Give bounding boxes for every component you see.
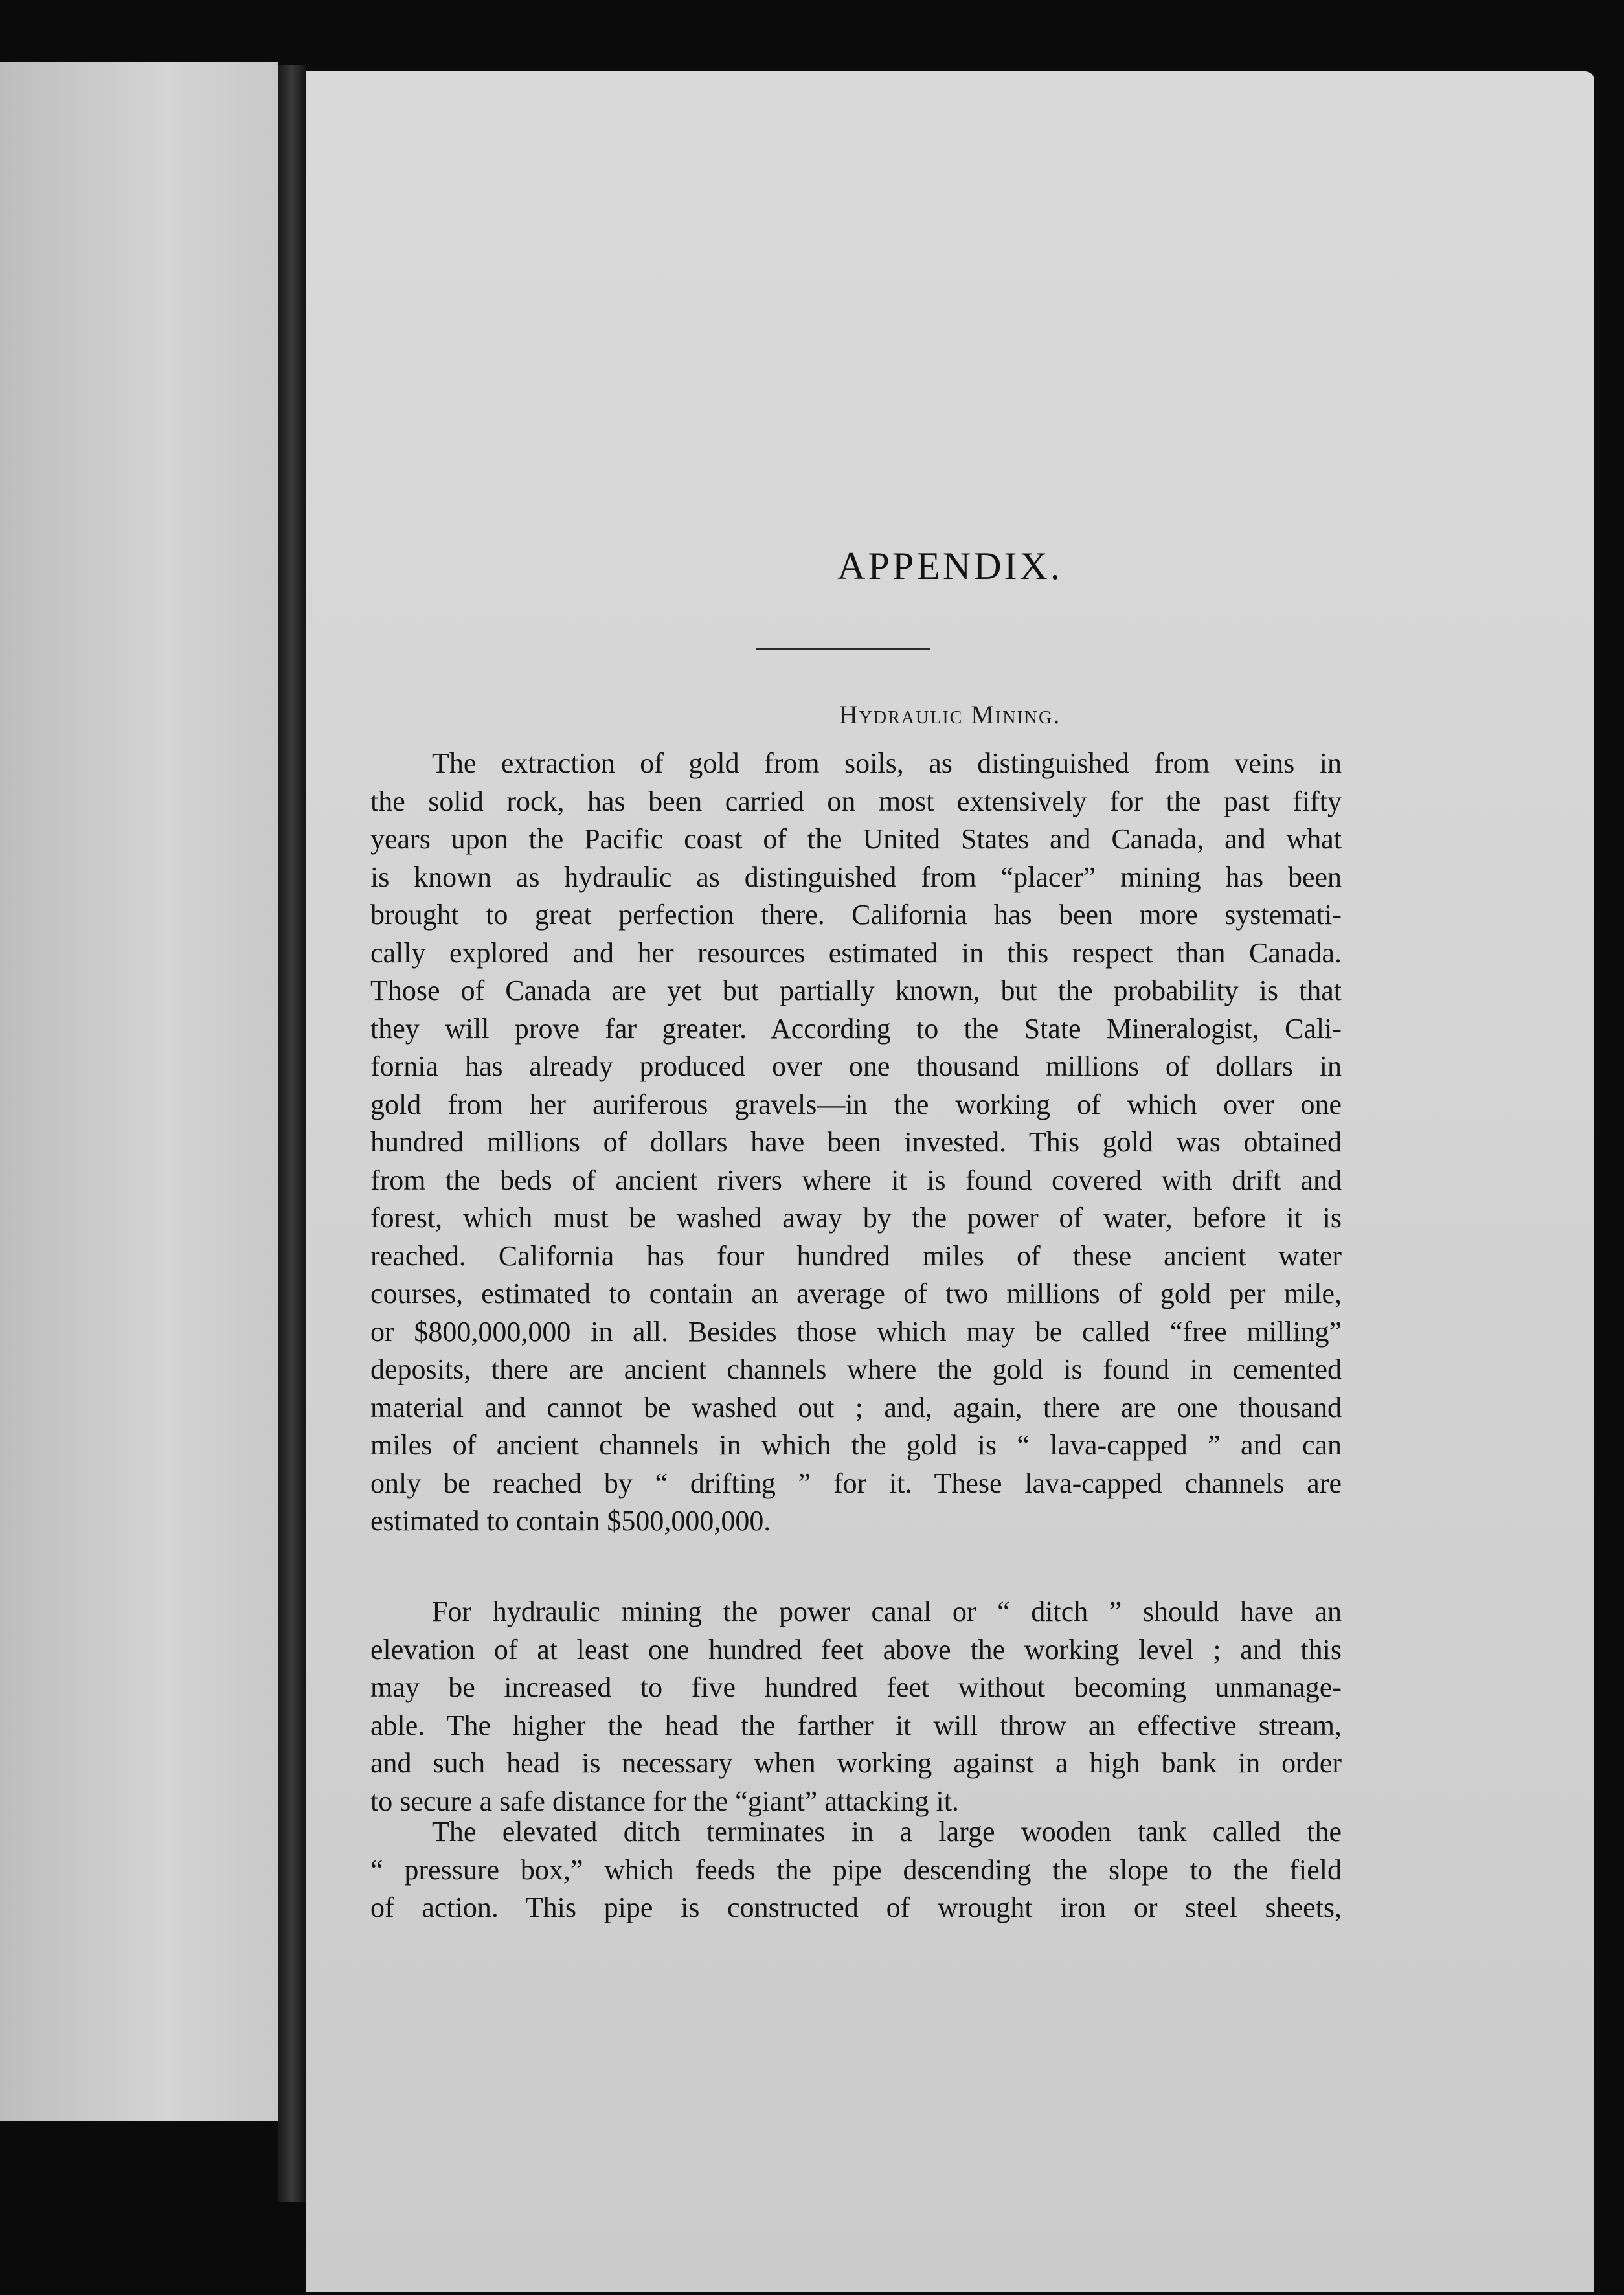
text-line: and such head is necessary when working against a high bank in order: [370, 1747, 1342, 1779]
text-line: The elevated ditch terminates in a large wooden tank called the: [432, 1816, 1342, 1848]
text-line: the solid rock, has been carried on most extensively for the past fifty: [370, 785, 1342, 817]
text-line: they will prove far greater. According to the State Mineralogist, Cali-: [370, 1012, 1342, 1045]
text-line: of action. This pipe is constructed of wrought iron or steel sheets,: [370, 1892, 1342, 1923]
text-line: able. The higher the head the farther it will throw an effective stream,: [370, 1709, 1342, 1741]
text-line: forest, which must be washed away by the power of water, before it is: [370, 1202, 1342, 1234]
text-line: “ pressure box,” which feeds the pipe descending the slope to the field: [370, 1853, 1342, 1886]
book-spine: [278, 65, 306, 2202]
text-line: gold from her auriferous gravels—in the working of which over one: [370, 1088, 1342, 1120]
text-line: elevation of at least one hundred feet above the working level ; and this: [370, 1633, 1342, 1666]
right-page: [306, 71, 1594, 2292]
paragraph-3: [370, 1813, 1342, 1927]
text-line: or $800,000,000 in all. Besides those which may be called “free milling”: [370, 1315, 1342, 1348]
text-line: courses, estimated to contain an average of two millions of gold per mile,: [370, 1278, 1342, 1309]
text-line: deposits, there are ancient channels where the gold is found in cemented: [370, 1353, 1342, 1385]
text-line: The extraction of gold from soils, as distinguished from veins in: [432, 747, 1342, 779]
text-line: may be increased to five hundred feet without becoming unmanage-: [370, 1671, 1342, 1703]
text-line: reached. California has four hundred miles of these ancient water: [370, 1239, 1342, 1272]
text-line: cally explored and her resources estimated in this respect than Canada.: [370, 936, 1342, 969]
text-line: years upon the Pacific coast of the United States and Canada, and what: [370, 823, 1342, 855]
title-rule: [756, 648, 930, 650]
paragraph-1: [370, 745, 1342, 1541]
text-line: fornia has already produced over one thousand millions of dollars in: [370, 1050, 1342, 1082]
text-line: is known as hydraulic as distinguished from “placer” mining has been: [370, 861, 1342, 893]
text-line: material and cannot be washed out ; and, again, there are one thousand: [370, 1391, 1342, 1423]
text-line: only be reached by “ drifting ” for it. These lava-capped channels are: [370, 1467, 1342, 1499]
text-line: to secure a safe distance for the “giant” attacking it.: [370, 1785, 959, 1817]
text-line: For hydraulic mining the power canal or “ ditch ” should have an: [432, 1596, 1342, 1627]
page-title: APPENDIX.: [837, 545, 1063, 587]
text-line: estimated to contain $500,000,000.: [370, 1505, 771, 1537]
text-line: from the beds of ancient rivers where it is found covered with drift and: [370, 1164, 1342, 1196]
paragraph-2: [370, 1593, 1342, 1820]
text-line: brought to great perfection there. California has been more systemati-: [370, 899, 1342, 931]
section-heading: Hydraulic Mining.: [839, 700, 1061, 729]
left-page: [0, 62, 278, 2121]
text-line: miles of ancient channels in which the gold is “ lava-capped ” and can: [370, 1429, 1342, 1461]
text-line: Those of Canada are yet but partially known, but the probability is that: [370, 975, 1342, 1006]
text-line: hundred millions of dollars have been invested. This gold was obtained: [370, 1126, 1342, 1158]
